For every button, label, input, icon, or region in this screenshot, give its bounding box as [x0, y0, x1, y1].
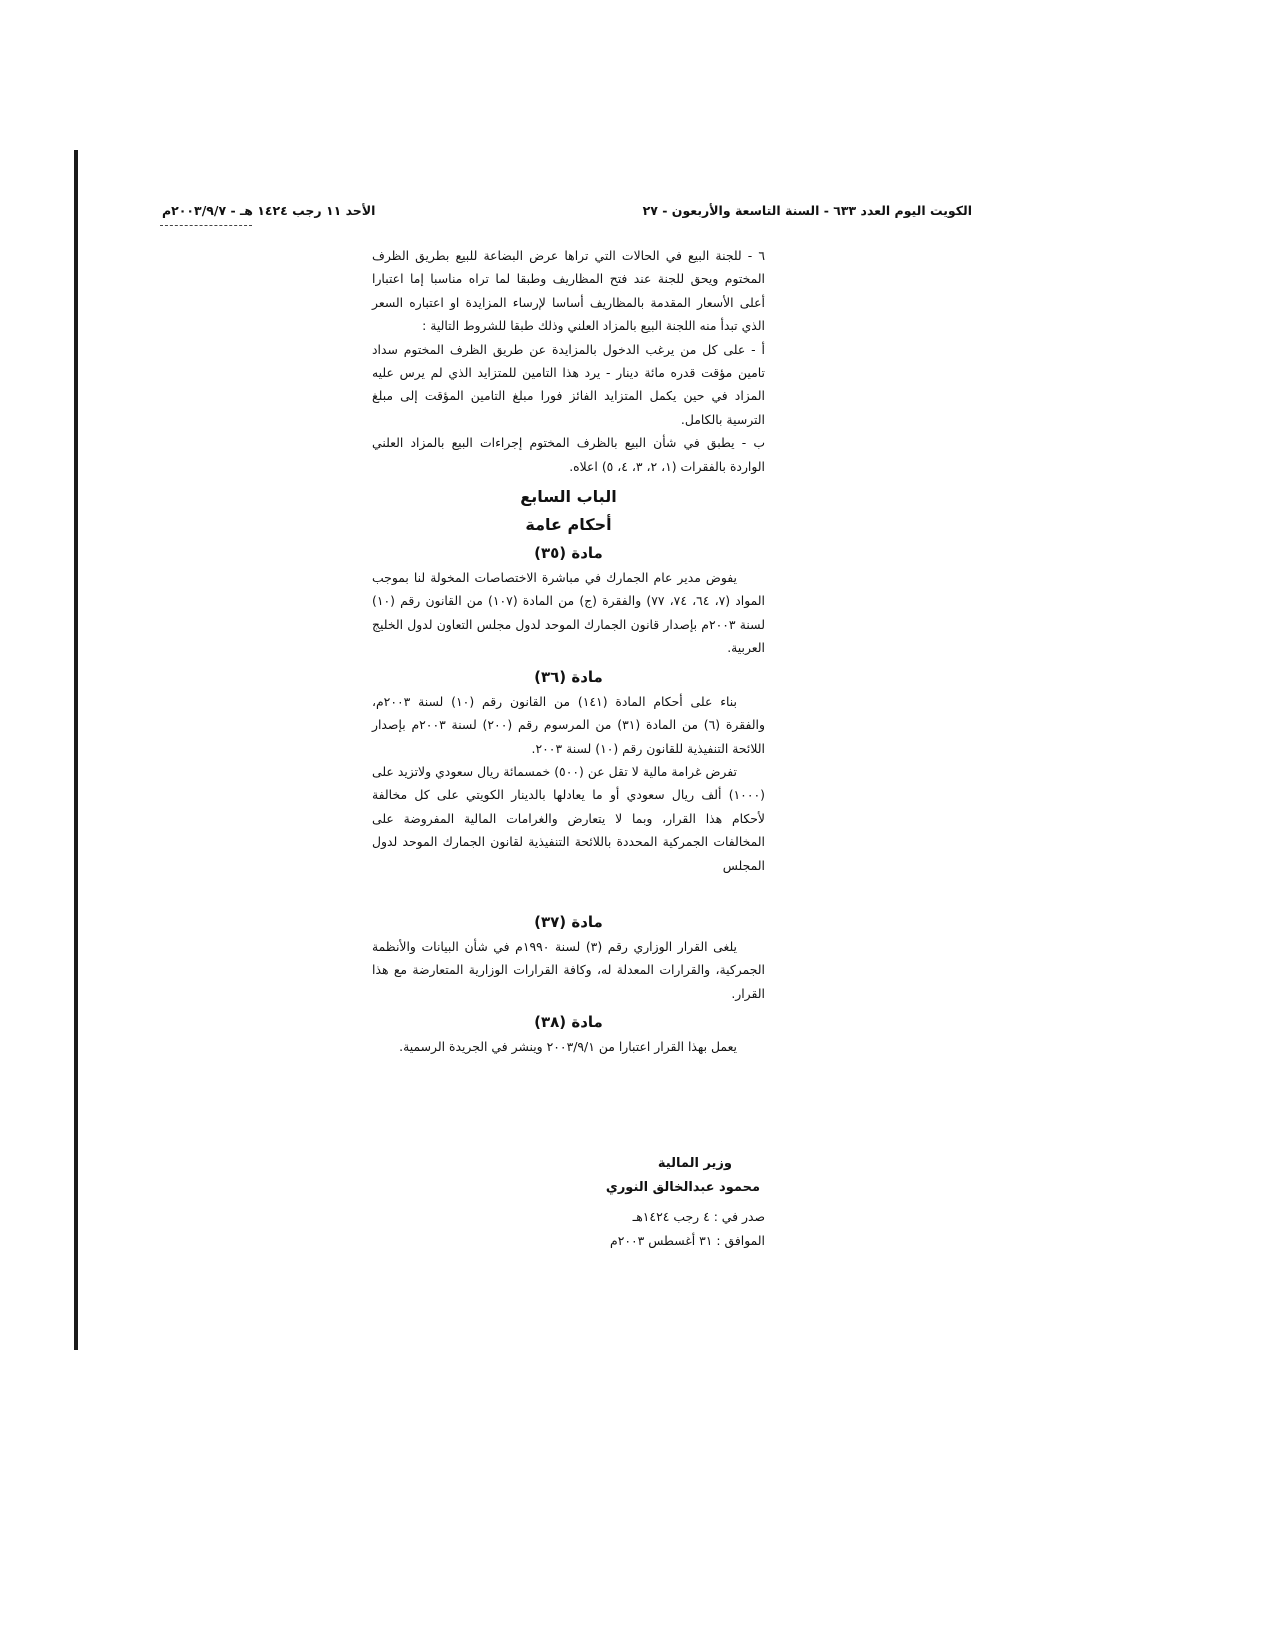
- header-date: الأحد ١١ رجب ١٤٢٤ هـ - ٢٠٠٣/٩/٧م: [162, 203, 376, 218]
- signatory-name: محمود عبدالخالق النوري: [605, 1180, 760, 1195]
- header-publication-info: الكويت اليوم العدد ٦٣٣ - السنة التاسعة والأربعون - ٢٧: [642, 203, 972, 218]
- page-header: [162, 203, 972, 225]
- scan-edge-line: [74, 150, 78, 1350]
- article-36-title: مادة (٣٦): [534, 667, 603, 686]
- chapter-heading: الباب السابع: [520, 487, 617, 507]
- chapter-title: أحكام عامة: [525, 515, 612, 535]
- clause-6-a: أ - على كل من يرغب الدخول بالمزايدة عن طريق الظرف المختوم سداد تامين مؤقت قدره مائة دينار - يرد هذا التامين للمتزايد الذي لم يرس عليه المزاد في حين يكمل المتزايد الفائز فورا مبلغ التامين المؤقت إلى مبلغ الترسية بالكامل.: [372, 341, 765, 427]
- clause-6: ٦ - للجنة البيع في الحالات التي تراها عرض البضاعة للبيع بطريق الظرف المختوم ويحق للجنة عند فتح المظاريف وطبقا لما تراه مناسبا إما اعتبارا أعلى الأسعار المقدمة بالمظاريف أساسا لإرساء المزايدة او اعتباره السعر الذي تبدأ منه اللجنة البيع بالمزاد العلني وذلك طبقا للشروط التالية :: [372, 248, 765, 334]
- article-38-text: يعمل بهذا القرار اعتبارا من ٢٠٠٣/٩/١ وينشر في الجريدة الرسمية.: [399, 1039, 737, 1055]
- document-body: [372, 244, 765, 1059]
- issued-hijri-date: صدر في : ٤ رجب ١٤٢٤هـ: [632, 1209, 765, 1224]
- article-36-text: تفرض غرامة مالية لا تقل عن (٥٠٠) خمسمائة ريال سعودي ولاتزيد على (١٠٠٠) ألف ريال سعودي أو ما يعادلها بالدينار الكويتي على كل مخالفة لأحكام هذا القرار، وبما لا يتعارض والغرامات المالية المفروضة على المخالفات الجمركية المحددة باللائحة التنفيذية لقانون الجمارك الموحد لدول المجلس: [372, 763, 765, 873]
- article-36-preamble: بناء على أحكام المادة (١٤١) من القانون رقم (١٠) لسنة ٢٠٠٣م، والفقرة (٦) من المادة (٣١) من المرسوم رقم (٢٠٠) لسنة ٢٠٠٣م بإصدار اللائحة التنفيذية للقانون رقم (١٠) لسنة ٢٠٠٣.: [372, 693, 765, 756]
- article-37-title: مادة (٣٧): [534, 912, 603, 931]
- clause-6-b: ب - يطبق في شأن البيع بالظرف المختوم إجراءات البيع بالمزاد العلني الواردة بالفقرات (١، ٢، ٣، ٤، ٥) اعلاه.: [372, 435, 765, 474]
- signature-block: [560, 1152, 760, 1200]
- signatory-title: وزير المالية: [657, 1156, 732, 1171]
- article-35-text: يفوض مدير عام الجمارك في مباشرة الاختصاصات المخولة لنا بموجب المواد (٧، ٦٤، ٧٤، ٧٧) والفقرة (ج) من المادة (١٠٧) من القانون رقم (١٠) لسنة ٢٠٠٣م بإصدار قانون الجمارك الموحد لدول مجلس التعاون لدول الخليج العربية.: [372, 570, 765, 656]
- article-37-text: يلغى القرار الوزاري رقم (٣) لسنة ١٩٩٠م في شأن البيانات والأنظمة الجمركية، والقرارات المعدلة له، وكافة القرارات الوزارية المتعارضة مع هذا القرار.: [372, 938, 765, 1001]
- article-35-title: مادة (٣٥): [534, 544, 603, 563]
- issue-date-block: [560, 1205, 765, 1253]
- article-38-title: مادة (٣٨): [534, 1013, 603, 1032]
- header-rule: [160, 225, 252, 226]
- issued-gregorian-date: الموافق : ٣١ أغسطس ٢٠٠٣م: [610, 1233, 765, 1248]
